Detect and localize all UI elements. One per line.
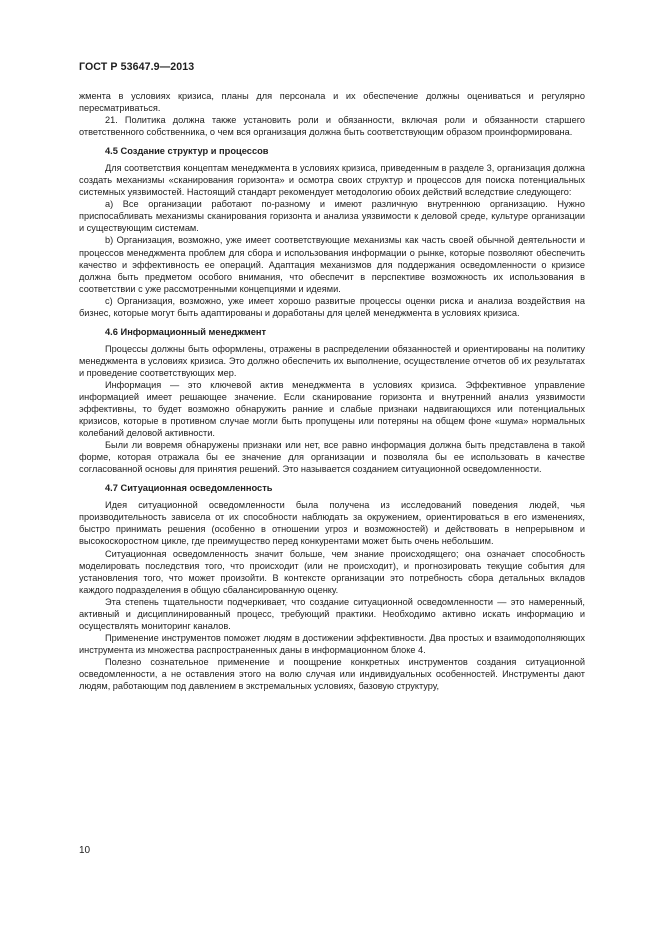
paragraph-policy-roles: 21. Политика должна также установить роли и обязанности, включая роли и обязанности старшего ответственного собственника, о чем вся организация должна быть соответствующим образом проинформирована. [79,115,585,138]
paragraph-4-6-2: Информация — это ключевой актив менеджмента в условиях кризиса. Эффективное управление информацией имеет решающее значение. Если сканирование горизонта и внутренний анализ уязвимости эффективны, то будет возможно обнаружить ранние и слабые признаки надвигающихся или потенциальных кризисов, которые в противном случае могли быть пропущены или потеряны на общем фоне «шума» нормальных колебаний деловой активности. [79,379,585,439]
section-heading-4-5: 4.5 Создание структур и процессов [105,146,269,157]
document-body [79,90,585,692]
paragraph-4-6-1: Процессы должны быть оформлены, отражены в распределении обязанностей и ориентированы на политику менеджмента в условиях кризиса. Это должно обеспечить их выполнение, осуществление отчетов об их результатах и проведение соответствующих мер. [79,343,585,378]
list-item-a: a) Все организации работают по-разному и имеют различную внутреннюю организацию. Нужно приспосабливать механизмы сканирования горизонта и анализа уязвимости к деловой среде, культуре организации и существующим системам. [79,199,585,234]
list-item-c: c) Организация, возможно, уже имеет хорошо развитые процессы оценки риска и анализа воздействия на бизнес, которые могут быть адаптированы и доработаны для целей менеджмента в условиях кризиса. [79,295,585,318]
document-standard-id: ГОСТ Р 53647.9—2013 [79,61,195,73]
paragraph-4-7-1: Идея ситуационной осведомленности была получена из исследований поведения людей, чья производительность зависела от их способности наблюдать за окружением, ориентироваться в его изменениях, быстро принимать решения (особенно в отношении угроз и возможностей) и действовать в непрерывном и высокоскоростном цикле, где преимущество перед конкурентами может быть очень небольшим. [79,500,585,547]
paragraph-4-7-3: Эта степень тщательности подчеркивает, что создание ситуационной осведомленности — это намеренный, активный и дисциплинированный процесс, требующий практики. Необходимо активно искать информацию и осуществлять мониторинг каналов. [79,596,585,631]
section-heading-4-7: 4.7 Ситуационная осведомленность [105,483,273,494]
paragraph-4-5-intro: Для соответствия концептам менеджмента в условиях кризиса, приведенным в разделе 3, организация должна создать механизмы «сканирования горизонта» и осмотра своих структур и процессов для поиска потенциальных системных уязвимостей. Настоящий стандарт рекомендует методологию обоих действий вследствие следующего: [79,163,585,198]
list-item-b: b) Организация, возможно, уже имеет соответствующие механизмы как часть своей обычной деятельности и процессов менеджмента проблем для сбора и использования информации о рынке, которые позволяют обеспечить качество и эффективность ее операций. Адаптация механизмов для поддержания осведомленности о кризисе должна быть предметом особого внимания, что обеспечит в перспективе возможность их использования в соответствии с уже рассмотренными концепциями и идеями. [79,235,585,294]
page-number: 10 [79,845,91,856]
paragraph-continuation: жмента в условиях кризиса, планы для персонала и их обеспечение должны оцениваться и регулярно пересматриваться. [79,91,585,114]
paragraph-4-7-4: Применение инструментов поможет людям в достижении эффективности. Два простых и взаимодополняющих инструмента из множества распространенных даны в информационном блоке 4. [79,632,585,655]
paragraph-4-6-3: Были ли вовремя обнаружены признаки или нет, все равно информация должна быть представлена в такой форме, которая отражала бы ее значение для организации и позволяла бы ее использовать в качестве согласованной основы для принятия решений. Это называется созданием ситуационной осведомленности. [79,440,585,475]
section-heading-4-6: 4.6 Информационный менеджмент [105,326,267,337]
paragraph-4-7-2: Ситуационная осведомленность значит больше, чем знание происходящего; она означает способность моделировать последствия того, что происходит (или не происходит), и прогнозировать текущие события для установления того, что может произойти. В контексте организации это потребность сбора детальных вкладов каждого подразделения в общую сбалансированную оценку. [79,548,585,595]
paragraph-4-7-5: Полезно сознательное применение и поощрение конкретных инструментов создания ситуационной осведомленности, а не оставления этого на волю случая или индивидуальных особенностей. Инструменты дают людям, работающим под давлением в экстремальных условиях, базовую структуру, [79,656,585,692]
